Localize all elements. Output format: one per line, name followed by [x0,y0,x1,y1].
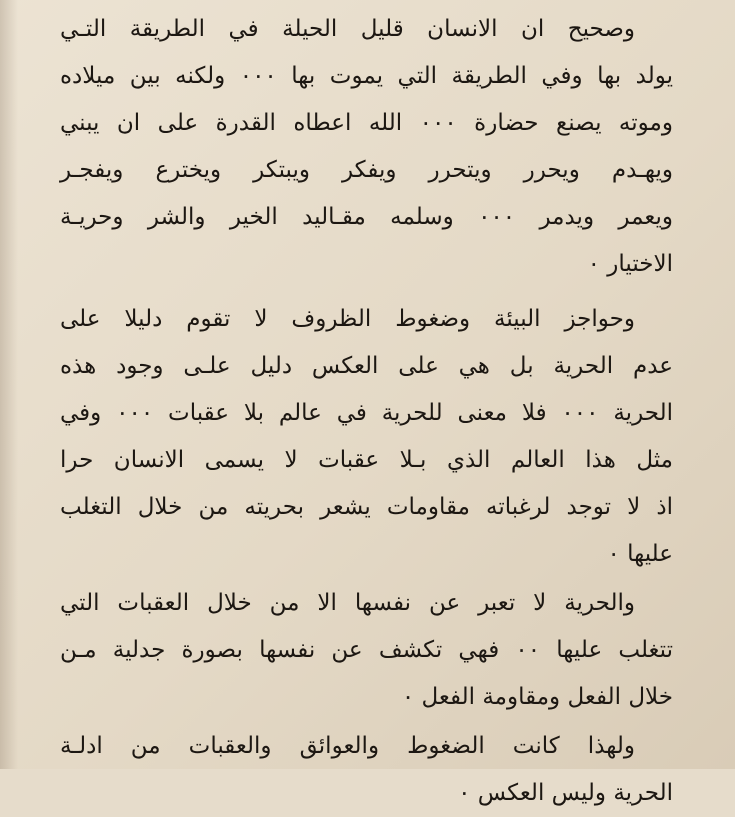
paragraph [60,296,673,578]
text-line: عدم الحرية بل هي على العكس دليل علـى وجود هذه [60,353,673,379]
paragraph [60,6,673,288]
text-line: عليها ٠ [607,541,673,567]
text-line: مثل هذا العالم الذي بـلا عقبات لا يسمى الانسان حرا [60,447,673,473]
text-line: ويهـدم ويحرر ويتحرر ويفكر ويبتكر ويخترع ويفجـر [60,157,673,183]
text-line: وحواجز البيئة وضغوط الظروف لا تقوم دليلا على [60,306,635,332]
text-line: ولهذا كانت الضغوط والعوائق والعقبات من ادلـة [60,733,635,759]
text-line: خلال الفعل ومقاومة الفعل ٠ [401,684,673,710]
text-line: تتغلب عليها ٠٠ فهي تكشف عن نفسها بصورة جدلية مـن [60,637,673,663]
text-line: وصحيح ان الانسان قليل الحيلة في الطريقة التـي [60,16,635,42]
text-line: يولد بها وفي الطريقة التي يموت بها ٠٠٠ ولكنه بين ميلاده [60,63,673,89]
paragraph [60,580,673,721]
text-line: وموته يصنع حضارة ٠٠٠ الله اعطاه القدرة على ان يبني [60,110,673,136]
text-line: الحرية ٠٠٠ فلا معنى للحرية في عالم بلا عقبات ٠٠٠ وفي [60,400,674,426]
page-edge-shadow [0,0,18,769]
text-line: الاختيار ٠ [587,251,673,277]
text-line: والحرية لا تعبر عن نفسها الا من خلال العقبات التي [60,590,635,616]
paragraph [60,723,673,817]
text-line: ويعمر ويدمر ٠٠٠ وسلمه مقـاليد الخير والشر وحريـة [60,204,673,230]
body-text [60,6,673,817]
text-line: اذ لا توجد لرغباته مقاومات يشعر بحريته من خلال التغلب [60,494,673,520]
text-line: الحرية وليس العكس ٠ [458,780,673,806]
